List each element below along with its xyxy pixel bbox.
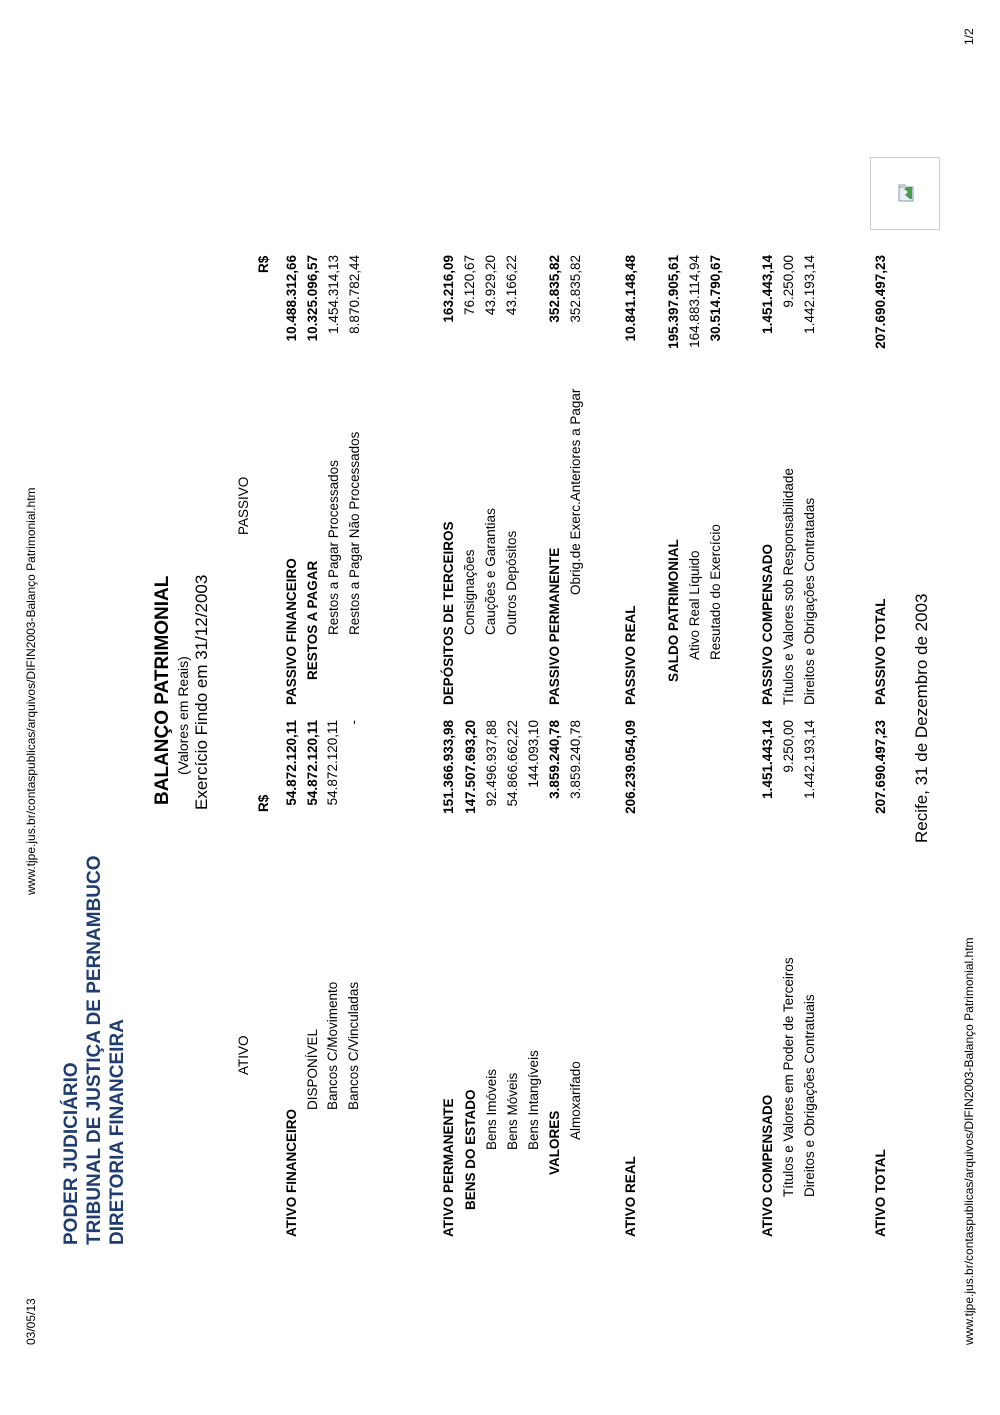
- direitos-contratuais-value: 1.442.193,14: [802, 720, 817, 799]
- consignacoes-value: 76.120,67: [462, 255, 477, 316]
- passivo-header: PASSIVO: [236, 476, 251, 535]
- ativo-permanente-value: 151.366.933,98: [441, 720, 456, 814]
- depositos-terceiros-label: DEPÓSITOS DE TERCEIROS: [441, 521, 456, 705]
- print-url-footer: www.tjpe.jus.br/contaspublicas/arquivos/DIFIN2003-Balanço Patrimonial.htm: [962, 937, 976, 1345]
- disponivel-value: 54.872.120,11: [305, 720, 320, 806]
- direitos-contratadas-value: 1.442.193,14: [802, 255, 817, 334]
- passivo-permanente-label: PASSIVO PERMANENTE: [547, 547, 562, 705]
- broken-image-icon: [897, 184, 915, 202]
- bens-do-estado-label: BENS DO ESTADO: [463, 1089, 478, 1210]
- passivo-total-value: 207.690.497,23: [873, 255, 888, 349]
- document-units: (Valores em Reais): [175, 656, 191, 775]
- restos-a-pagar-label: RESTOS A PAGAR: [305, 560, 320, 680]
- ativo-total-label: ATIVO TOTAL: [873, 1149, 888, 1237]
- bens-do-estado-value: 147.507.693,20: [463, 720, 478, 814]
- bancos-movimento-value: 54.872.120,11: [325, 720, 340, 806]
- titulos-responsabilidade-label: Títulos e Valores sob Responsabilidade: [781, 468, 796, 705]
- ativo-real-value: 206.239.054,09: [623, 720, 638, 814]
- passivo-compensado-value: 1.451.443,14: [760, 255, 775, 334]
- ativo-real-liquido-value: 164.883.114,94: [687, 255, 702, 348]
- bens-intangiveis-value: 144.093,10: [526, 720, 541, 788]
- titulos-responsabilidade-value: 9.250,00: [781, 255, 796, 308]
- bancos-vinculadas-value: -: [346, 720, 361, 725]
- document-period: Exercício Findo em 31/12/2003: [192, 574, 211, 810]
- ativo-header: ATIVO: [236, 1035, 251, 1075]
- page-number: 1/2: [962, 28, 976, 45]
- bancos-movimento-label: Bancos C/Movimento: [325, 981, 340, 1110]
- ativo-compensado-label: ATIVO COMPENSADO: [760, 1094, 775, 1237]
- almoxarifado-label: Almoxarifado: [568, 1061, 583, 1140]
- bens-moveis-value: 54.866.662,22: [505, 720, 520, 807]
- bens-intangiveis-label: Bens Intangíveis: [526, 1050, 541, 1150]
- ativo-financeiro-value: 54.872.120,11: [284, 720, 299, 806]
- restos-a-pagar-value: 10.325.096,57: [305, 255, 320, 342]
- ativo-total-value: 207.690.497,23: [873, 720, 888, 814]
- resultado-exercicio-value: 30.514.790,67: [708, 255, 723, 342]
- obrig-exerc-anteriores-value: 352.835,82: [568, 255, 583, 323]
- consignacoes-label: Consignações: [462, 549, 477, 635]
- valores-label: VALORES: [547, 1110, 562, 1175]
- disponivel-label: DISPONÍVEL: [305, 1028, 320, 1110]
- closing-place-date: Recife, 31 de Dezembro de 2003: [912, 593, 931, 843]
- restos-processados-label: Restos a Pagar Processados: [326, 460, 341, 635]
- passivo-permanente-value: 352.835,82: [547, 255, 562, 323]
- passivo-real-value: 10.841.148,48: [623, 255, 638, 342]
- direitos-contratuais-label: Direitos e Obrigações Contratuais: [802, 994, 817, 1197]
- caucoes-garantias-value: 43.929,20: [483, 255, 498, 316]
- passivo-currency: R$: [256, 255, 271, 273]
- outros-depositos-value: 43.166,22: [504, 255, 519, 316]
- titulos-terceiros-label: Títulos e Valores em Poder de Terceiros: [781, 957, 796, 1197]
- resultado-exercicio-label: Resutado do Exercício: [708, 524, 723, 660]
- restos-processados-value: 1.454.314,13: [326, 255, 341, 334]
- passivo-financeiro-value: 10.488.312,66: [284, 255, 299, 342]
- obrig-exerc-anteriores-label: Obrig.de Exerc.Anteriores a Pagar: [568, 388, 583, 595]
- org-line-2: TRIBUNAL DE JUSTIÇA DE PERNAMBUCO: [84, 855, 105, 1245]
- almoxarifado-value: 3.859.240,78: [568, 720, 583, 799]
- document-title: BALANÇO PATRIMONIAL: [152, 575, 173, 805]
- ativo-currency: R$: [256, 794, 271, 812]
- passivo-financeiro-label: PASSIVO FINANCEIRO: [284, 558, 299, 705]
- titulos-terceiros-value: 9.250,00: [781, 720, 796, 773]
- org-line-1: PODER JUDICIÁRIO: [61, 1062, 82, 1245]
- ativo-real-liquido-label: Ativo Real Líquido: [687, 550, 702, 660]
- caucoes-garantias-label: Cauções e Garantias: [483, 508, 498, 635]
- restos-nao-processados-value: 8.870.782,44: [347, 255, 362, 334]
- depositos-terceiros-value: 163.216,09: [441, 255, 456, 323]
- bancos-vinculadas-label: Bancos C/Vinculadas: [346, 981, 361, 1110]
- ativo-permanente-label: ATIVO PERMANENTE: [441, 1098, 456, 1237]
- valores-value: 3.859.240,78: [547, 720, 562, 799]
- ativo-financeiro-label: ATIVO FINANCEIRO: [284, 1109, 299, 1237]
- bens-imoveis-value: 92.496.937,88: [484, 720, 499, 807]
- print-url-header: www.tjpe.jus.br/contaspublicas/arquivos/DIFIN2003-Balanço Patrimonial.htm: [24, 487, 38, 895]
- direitos-contratadas-label: Direitos e Obrigações Contratadas: [802, 497, 817, 705]
- bens-imoveis-label: Bens Imóveis: [484, 1068, 499, 1150]
- restos-nao-processados-label: Restos a Pagar Não Processados: [347, 431, 362, 635]
- passivo-total-label: PASSIVO TOTAL: [873, 598, 888, 705]
- saldo-patrimonial-label: SALDO PATRIMONIAL: [666, 539, 681, 682]
- outros-depositos-label: Outros Depósitos: [504, 530, 519, 635]
- passivo-real-label: PASSIVO REAL: [623, 605, 638, 705]
- logo-placeholder: [870, 157, 940, 230]
- ativo-compensado-value: 1.451.443,14: [760, 720, 775, 799]
- saldo-patrimonial-value: 195.397.905,61: [666, 255, 681, 349]
- bens-moveis-label: Bens Móveis: [505, 1072, 520, 1150]
- print-date: 03/05/13: [24, 1298, 38, 1345]
- passivo-compensado-label: PASSIVO COMPENSADO: [760, 543, 775, 705]
- org-line-3: DIRETORIA FINANCEIRA: [107, 1019, 128, 1245]
- ativo-real-label: ATIVO REAL: [623, 1156, 638, 1237]
